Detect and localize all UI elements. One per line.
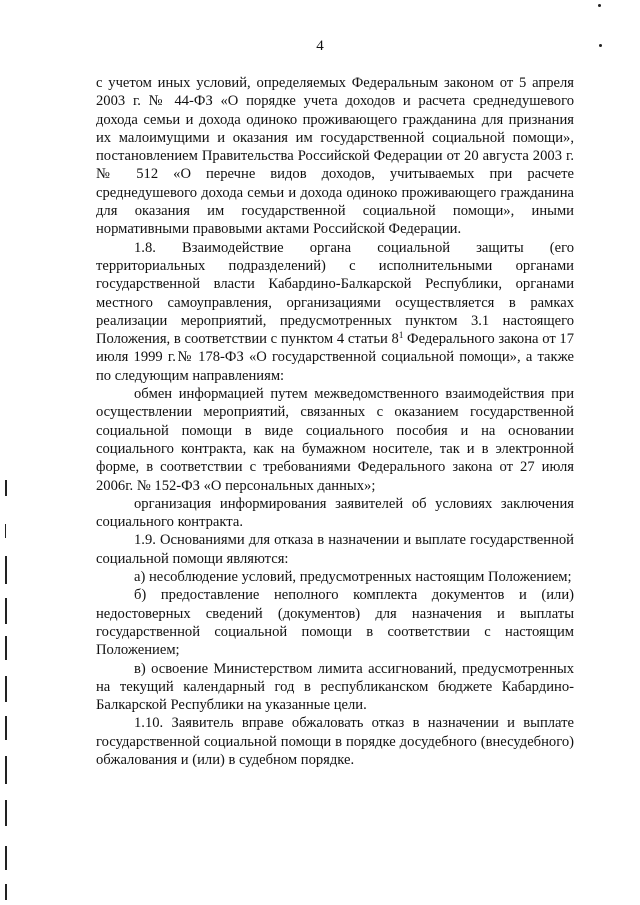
paragraph-1-8-text-start: 1.8. Взаимодействие органа социальной защиты (его территориальных подразделений) с исполнительными органами государственной власти Кабардино-Балкарской Республики, органами местного самоуправления, организациями осуществляется в рамках реализации мероприятий, предусмотренных пунктом 3.1 настоящего Положения, в соответствии с пунктом 4 статьи 8 — [96, 239, 574, 348]
scan-edge-line — [5, 800, 7, 826]
scan-edge-line — [5, 636, 7, 660]
scan-dot-right — [599, 44, 602, 47]
superscript-article-index: 1 — [398, 330, 404, 341]
paragraph-applicant-informing: организация информирования заявителей об условиях заключения социального контракта. — [96, 495, 574, 531]
paragraph-1-8-text-end: Федерального закона от 17 июля 1999 г.№ 178-ФЗ «О государственной социальной помощи», а также по следующим направлениям: — [96, 331, 574, 384]
scan-edge-line — [5, 524, 6, 538]
paragraph-ground-a: а) несоблюдение условий, предусмотренных настоящим Положением; — [134, 569, 572, 586]
paragraph-1-8-interaction — [96, 239, 574, 385]
paragraph-information-exchange: обмен информацией путем межведомственного взаимодействия при осуществлении мероприятий, связанных с оказанием государственной социальной помощи в виде социального пособия и на основании социального контракта, как на бумажном носителе, так и в электронной форме, в соответствии с требованиями Федерального закона от 27 июля 2006г. № 152-ФЗ «О персональных данных»; — [96, 386, 574, 494]
scan-edge-line — [5, 480, 7, 496]
scan-edge-line — [5, 756, 7, 784]
paragraph-ground-b: б) предоставление неполного комплекта документов и (или) недостоверных сведений (документов) для назначения и выплаты государственной социальной помощи в соответствии с настоящим Положением; — [96, 587, 574, 659]
scan-edge-line — [5, 846, 7, 870]
paragraph-1-9-refusal-grounds: 1.9. Основаниями для отказа в назначении и выплате государственной социальной помощи являются: — [96, 532, 574, 567]
paragraph-income-conditions: с учетом иных условий, определяемых Федеральным законом от 5 апреля 2003 г. № 44-ФЗ «О порядке учета доходов и расчета среднедушевого дохода семьи и дохода одиноко проживающего гражданина для признания их малоимущими и оказания им государственной социальной помощи», постановлением Правительства Российской Федерации от 20 августа 2003 г. № 512 «О перечне видов доходов, учитываемых при расчете среднедушевого дохода семьи и дохода одиноко проживающего гражданина для оказания им государственной социальной помощи», иными нормативными правовыми актами Российской Федерации. — [96, 75, 574, 238]
scan-edge-line — [5, 884, 7, 900]
page-number: 4 — [316, 38, 324, 54]
paragraph-1-10-appeal: 1.10. Заявитель вправе обжаловать отказ в назначении и выплате государственной социальной помощи в порядке досудебного (внесудебного) обжалования и (или) в судебном порядке. — [96, 715, 574, 768]
scan-edge-line — [5, 676, 7, 702]
scan-edge-line — [5, 716, 7, 740]
document-body — [96, 74, 574, 769]
paragraph-ground-c: в) освоение Министерством лимита ассигнований, предусмотренных на текущий календарный год в республиканском бюджете Кабардино-Балкарской Республики на указанные цели. — [96, 660, 574, 714]
scan-edge-line — [5, 556, 7, 584]
scan-dot-top — [598, 4, 601, 7]
scan-edge-line — [5, 598, 7, 624]
